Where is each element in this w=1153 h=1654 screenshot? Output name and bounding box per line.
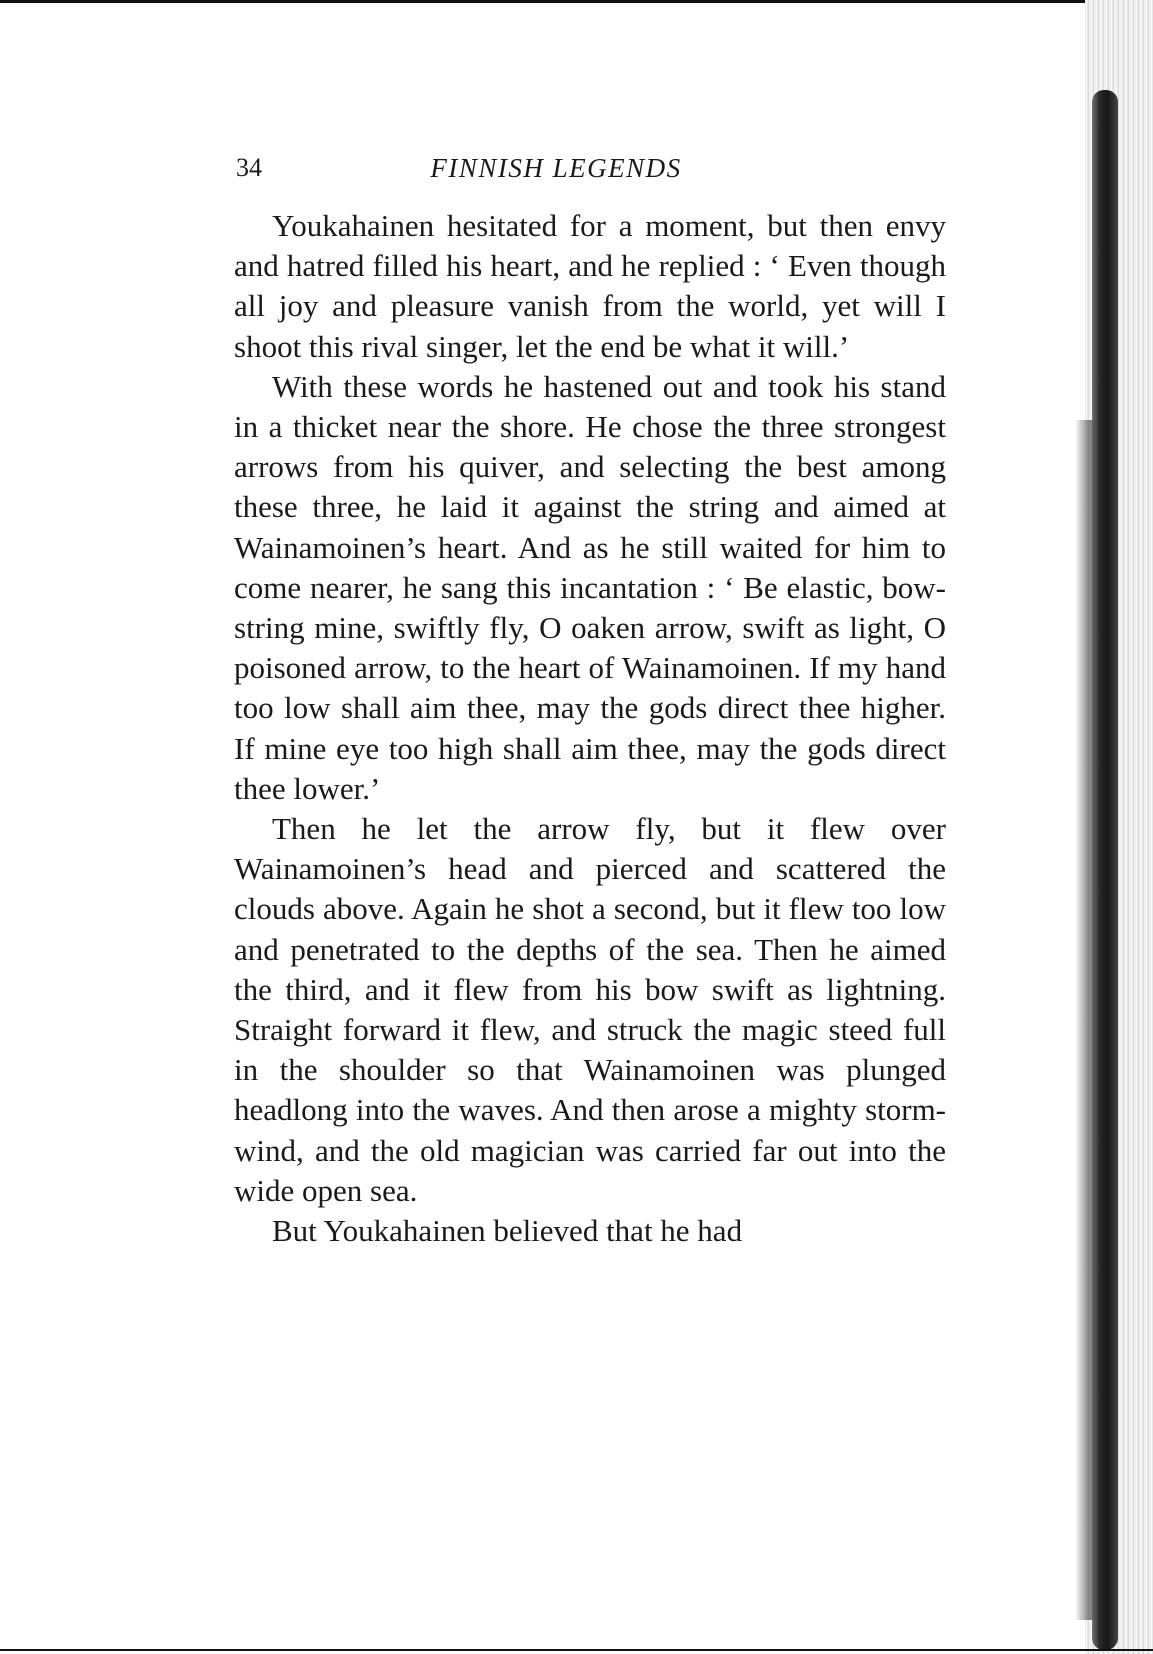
paragraph-3: Then he let the arrow fly, but it flew over Wainamoinen’s head and pierced and scattered the clouds above. Again he shot a second, but it flew too low and penetrated to the depths of the sea. Then he aimed the third, and it flew from his bow swift as lightning. Straight forward it flew, and struck the magic steed full in the shoulder so that Wainamoinen was plunged headlong into the waves. And then arose a mighty storm-wind, and the old magician was carried far out into the wide open sea. [234, 811, 946, 1208]
paragraph-2: With these words he hastened out and took his stand in a thicket near the shore. He chose the three strongest arrows from his quiver, and selecting the best among these three, he laid it against the string and aimed at Wainamoinen’s heart. And as he still waited for him to come nearer, he sang this incantation : ‘ Be elastic, bow-string mine, swiftly fly, O oaken arrow, swift as light, O poisoned arrow, to the heart of Wainamoinen. If my hand too low shall aim thee, may the gods direct thee higher. If mine eye too high shall aim thee, may the gods direct thee lower.’ [234, 368, 946, 806]
bottom-border [0, 1649, 1153, 1651]
body-text [234, 206, 946, 1251]
spine-dark-band [1092, 90, 1118, 1650]
page-header [236, 148, 946, 188]
running-title: FINNISH LEGENDS [430, 153, 682, 183]
page-number: 34 [236, 153, 262, 182]
top-border [0, 0, 1153, 3]
paragraph-4: But Youkahainen believed that he had [272, 1213, 743, 1249]
paragraph-1: Youkahainen hesitated for a moment, but then envy and hatred filled his heart, and he replied : ‘ Even though all joy and pleasure vanish from the world, yet will I shoot this rival singer, let the end be what it will.’ [234, 208, 946, 364]
